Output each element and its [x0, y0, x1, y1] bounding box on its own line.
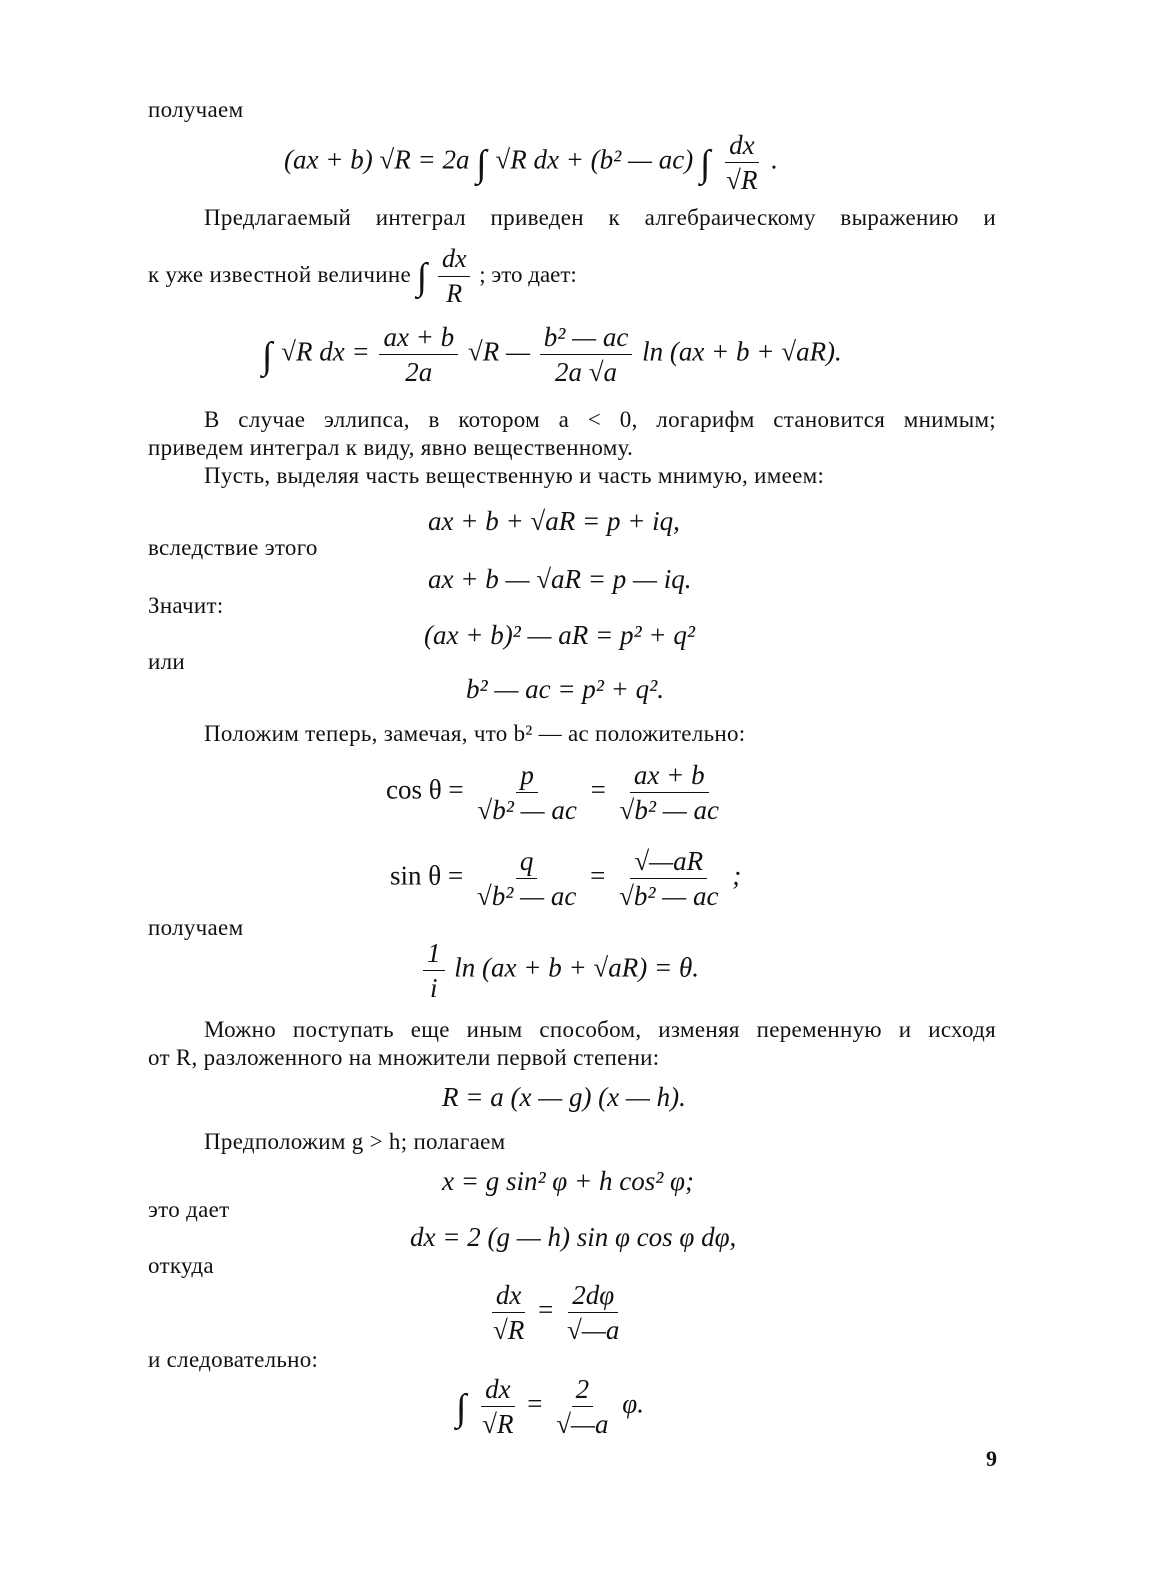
text-line: Положим теперь, замечая, что b² — ac положительно: [204, 721, 746, 746]
eq9-end: ; [732, 860, 742, 891]
equation-6: (ax + b)² — aR = p² + q² [424, 620, 695, 650]
eq3-end: ln (ax + b + √aR). [642, 336, 842, 367]
numerator: p [516, 760, 538, 793]
eq1-end: . [771, 144, 778, 175]
eq15-end: φ. [622, 1388, 644, 1419]
text-line: откуда [148, 1253, 214, 1278]
eq1-lhs: (ax + b) √R = 2a [284, 144, 470, 175]
numerator: 2 [572, 1374, 594, 1407]
eq8-lhs: cos θ = [386, 774, 464, 805]
text-line: от R, разложенного на множители первой степени: [148, 1045, 660, 1070]
equation-10 [420, 938, 699, 1003]
page-number: 9 [986, 1446, 997, 1471]
text-line: получаем [148, 915, 244, 940]
eq9-lhs: sin θ = [390, 860, 464, 891]
denominator: √b² — ac [476, 881, 577, 911]
text-line: и следовательно: [148, 1347, 319, 1372]
integral-sign: ∫ [262, 334, 273, 377]
eq9-fraction-1 [473, 846, 580, 911]
denominator: i [429, 973, 438, 1003]
eq8-fraction-2 [616, 760, 723, 825]
denominator: √—a [556, 1409, 609, 1439]
denominator: √R [493, 1315, 525, 1345]
eq10-rest: ln (ax + b + √aR) = θ. [454, 952, 699, 983]
eq14-fraction-2 [563, 1280, 623, 1345]
equation-13: dx = 2 (g — h) sin φ cos φ dφ, [410, 1222, 737, 1252]
numerator: ax + b [630, 760, 709, 793]
text-line: это дает [148, 1197, 230, 1222]
inline-fraction [438, 244, 471, 309]
eq3-fraction-1 [379, 322, 458, 387]
equation-7: b² — ac = p² + q². [466, 674, 664, 704]
inline-integral-line [148, 244, 577, 309]
text-line: Пусть, выделяя часть вещественную и часть мнимую, имеем: [204, 463, 825, 488]
eq9-fraction-2 [615, 846, 722, 911]
equation-12: x = g sin² φ + h cos² φ; [442, 1166, 694, 1196]
numerator: dx [481, 1374, 514, 1407]
denominator: 2a [405, 357, 433, 387]
text-fragment: к уже известной величине [148, 261, 412, 287]
integral-sign: ∫ [416, 255, 428, 298]
equation-14: $\frac{dx}{√R}$ = $\frac{2d\varphi}{√—a}$ [486, 1280, 626, 1345]
text-line: Значит: [148, 593, 224, 618]
integral-sign: ∫ [476, 142, 487, 185]
eq15-fraction-1 [478, 1374, 517, 1439]
equation-1 [284, 130, 778, 195]
denominator: √b² — ac [619, 795, 719, 825]
equation-15: ∫ $\frac{dx}{√R}$ = $\frac{2}{√—a}$ φ. [456, 1374, 644, 1439]
text-line: Можно поступать еще иным способом, изменяя переменную и исходя [204, 1017, 996, 1042]
eq10-fraction [423, 938, 445, 1003]
text-line: Предположим g > h; полагаем [204, 1129, 506, 1154]
eq15-fraction-2 [552, 1374, 612, 1439]
denominator: R [446, 279, 463, 308]
numerator: b² — ac [540, 322, 633, 355]
denominator: √b² — ac [477, 795, 577, 825]
equation-3 [262, 322, 842, 387]
numerator: q [516, 846, 538, 879]
numerator: dx [492, 1280, 525, 1313]
eq8-fraction-1 [473, 760, 580, 825]
denominator: √b² — ac [619, 881, 719, 911]
equation-9: sin θ = $\frac{q}{\text{√b² — ac}}$ = $\frac{√—aR}{\text{√b² — ac}}$ ; [390, 846, 742, 911]
numerator: dx [438, 244, 471, 277]
text-line: вследствие этого [148, 535, 318, 560]
integral-sign: ∫ [699, 142, 711, 185]
text-line: В случае эллипса, в котором a < 0, логарифм становится мнимым; [204, 407, 996, 432]
text-line: или [148, 649, 185, 674]
eq3-mid: √R — [467, 336, 530, 367]
numerator: ax + b [379, 322, 458, 355]
integral-sign: ∫ [456, 1386, 467, 1429]
denominator: √R [482, 1409, 514, 1439]
numerator: 1 [423, 938, 445, 971]
equation-5: ax + b — √aR = p — iq. [428, 564, 692, 594]
text-line: Предлагаемый интеграл приведен к алгебраическому выражению и [204, 205, 996, 230]
denominator: √—a [567, 1315, 620, 1345]
equation-11: R = a (x — g) (x — h). [442, 1082, 686, 1112]
eq3-fraction-2 [540, 322, 633, 387]
denominator: 2a √a [554, 357, 618, 387]
numerator: √—aR [630, 846, 707, 879]
denominator: √R [726, 165, 758, 195]
equation-8: cos θ = $\frac{p}{\text{√b² — ac}}$ = $\frac{ax + b}{\text{√b² — ac}}$ [386, 760, 726, 825]
eq1-mid: √R dx + (b² — ac) [495, 144, 694, 175]
text-line: приведем интеграл к виду, явно вещественному. [148, 435, 634, 460]
eq14-fraction-1 [489, 1280, 528, 1345]
eq3-lhs: √R dx = [281, 336, 370, 367]
text-line: получаем [148, 97, 244, 122]
equation-4: ax + b + √aR = p + iq, [428, 506, 680, 536]
numerator: 2dφ [568, 1280, 618, 1313]
eq1-fraction [722, 130, 761, 195]
numerator: dx [725, 130, 758, 163]
text-fragment: ; это дает: [479, 261, 577, 287]
